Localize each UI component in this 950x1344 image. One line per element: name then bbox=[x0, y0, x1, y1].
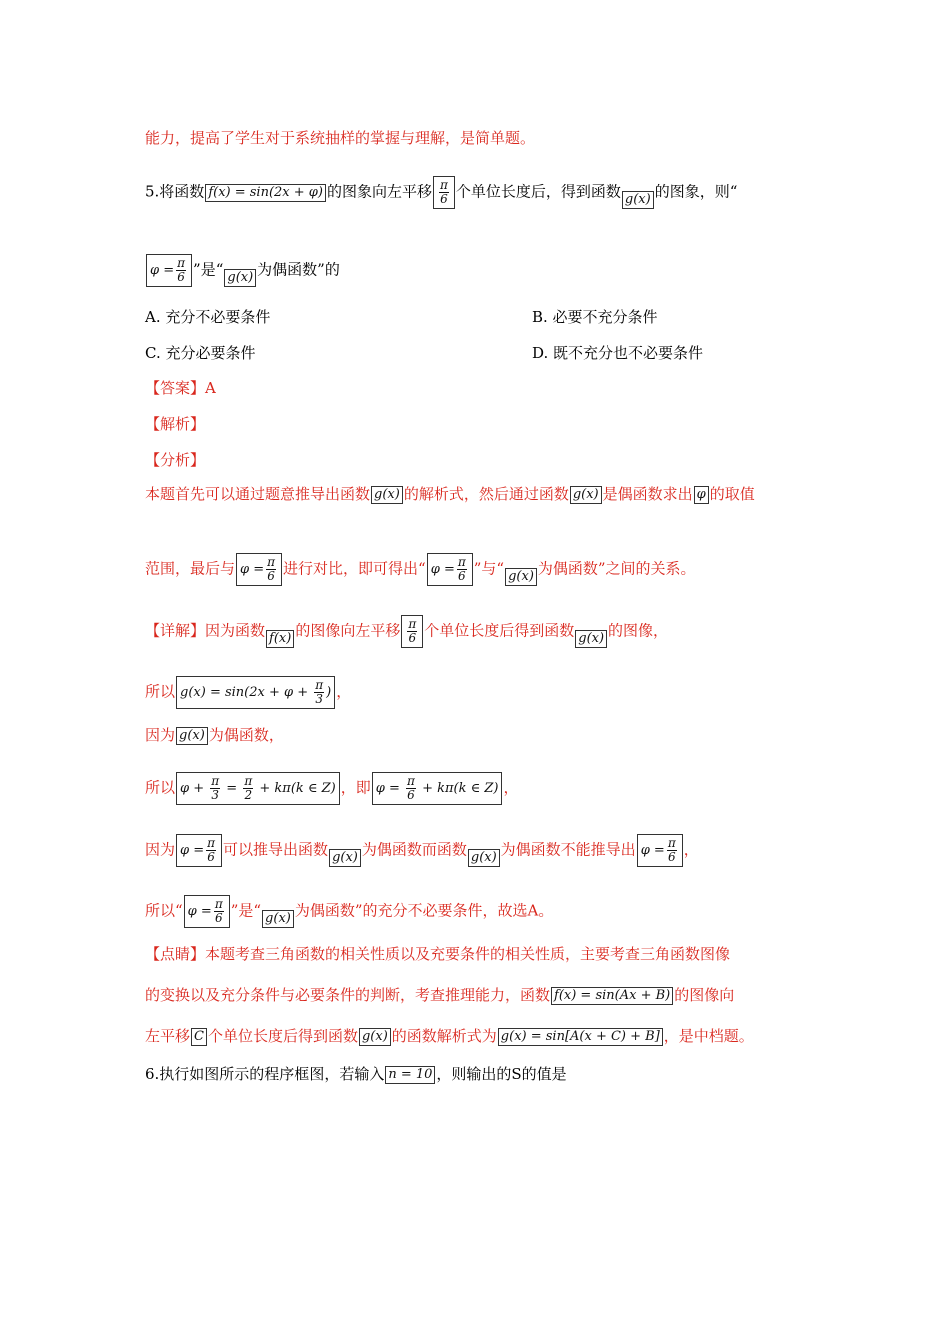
formula-g-general: g(x) = sin[A(x + C) + B] bbox=[498, 1028, 663, 1046]
formula-g: g(x) bbox=[359, 1028, 391, 1046]
formula-phi-eq-pi-6: φ = $\frac{\pi}{6}$ bbox=[184, 895, 230, 928]
formula-f-general: f(x) = sin(Ax + B) bbox=[551, 987, 673, 1005]
question-6-line: 6.执行如图所示的程序框图，若输入 n = 10 ，则输出的S的值是 bbox=[145, 1065, 567, 1083]
formula-phi-eq-pi-6: φ = $\frac{\pi}{6}$ bbox=[146, 254, 192, 287]
analysis-line-1: 本题首先可以通过题意推导出函数 g(x) 的解析式，然后通过函数 g(x) 是偶函数求出 φ 的取值 bbox=[145, 485, 755, 503]
formula-pi-over-6: $\frac{\pi}{6}$ bbox=[433, 176, 455, 209]
comment-line-3: 左平移 C 个单位长度后得到函数 g(x) 的函数解析式为 g(x) = sin[A(x + C) + B] ，是中档题。 bbox=[145, 1027, 754, 1045]
formula-phi: φ bbox=[694, 486, 709, 504]
option-d: D. 既不充分也不必要条件 bbox=[532, 344, 704, 362]
formula-g: g(x) bbox=[622, 191, 654, 209]
detail-line-6: 所以“ φ = $\frac{\pi}{6}$ ”是“ g(x) 为偶函数”的充分不必要条件，故选A。 bbox=[145, 895, 553, 928]
formula-g: g(x) bbox=[329, 849, 361, 867]
formula-phi-solution: φ = $\frac{\pi}{6}$ + kπ(k ∈ Z) bbox=[372, 772, 503, 805]
option-c: C. 充分必要条件 bbox=[145, 344, 256, 362]
answer-label: 【答案】A bbox=[145, 379, 216, 397]
jiexi-label: 【解析】 bbox=[145, 415, 206, 433]
analysis-line-2: 范围，最后与 φ = $\frac{\pi}{6}$ 进行对比，即可得出“ φ = $\frac{\pi}{6}$ ”与“ g(x) 为偶函数”之间的关系。 bbox=[145, 553, 696, 586]
formula-f: f(x) bbox=[266, 630, 294, 648]
question-5-line-1: 5.将函数 f(x) = sin(2x + φ) 的图象向左平移 $\frac{\pi}{6}$ 个单位长度后，得到函数 g(x) 的图象，则“ bbox=[145, 176, 737, 209]
continuation-line: 能力，提高了学生对于系统抽样的掌握与理解，是简单题。 bbox=[145, 129, 536, 147]
comment-line-1: 【点睛】本题考查三角函数的相关性质以及充要条件的相关性质，主要考查三角函数图像 bbox=[145, 945, 731, 963]
comment-line-2: 的变换以及充分条件与必要条件的判断，考查推理能力，函数 f(x) = sin(Ax + B) 的图像向 bbox=[145, 986, 735, 1004]
formula-g: g(x) bbox=[176, 727, 208, 745]
formula-g: g(x) bbox=[262, 910, 294, 928]
formula-pi-over-6: $\frac{\pi}{6}$ bbox=[401, 615, 423, 648]
detail-line-2: 所以 g(x) = sin(2x + φ + $\frac{\pi}{3}$ ) ， bbox=[145, 676, 351, 709]
formula-phi-condition: φ + $\frac{\pi}{3}$ = $\frac{\pi}{2}$ + kπ(k ∈ Z) bbox=[176, 772, 340, 805]
formula-phi-eq-pi-6: φ = $\frac{\pi}{6}$ bbox=[236, 553, 282, 586]
fenxi-label: 【分析】 bbox=[145, 451, 206, 469]
formula-g: g(x) bbox=[468, 849, 500, 867]
formula-n-eq-10: n = 10 bbox=[385, 1066, 435, 1084]
formula-phi-eq-pi-6: φ = $\frac{\pi}{6}$ bbox=[176, 834, 222, 867]
formula-g-expression: g(x) = sin(2x + φ + $\frac{\pi}{3}$ ) bbox=[176, 676, 335, 709]
option-a: A. 充分不必要条件 bbox=[145, 308, 271, 326]
detail-line-4: 所以 φ + $\frac{\pi}{3}$ = $\frac{\pi}{2}$ + kπ(k ∈ Z) ，即 φ = $\frac{\pi}{6}$ + kπ(k ∈ Z) ， bbox=[145, 772, 518, 805]
detail-line-3: 因为 g(x) 为偶函数， bbox=[145, 726, 284, 744]
detail-line-5: 因为 φ = $\frac{\pi}{6}$ 可以推导出函数 g(x) 为偶函数而函数 g(x) 为偶函数不能推导出 φ = $\frac{\pi}{6}$ ， bbox=[145, 834, 699, 867]
question-5-line-2: φ = $\frac{\pi}{6}$ ”是“ g(x) 为偶函数”的 bbox=[145, 254, 340, 287]
formula-phi-eq-pi-6: φ = $\frac{\pi}{6}$ bbox=[637, 834, 683, 867]
formula-g: g(x) bbox=[371, 486, 403, 504]
option-b: B. 必要不充分条件 bbox=[532, 308, 658, 326]
formula-g: g(x) bbox=[224, 269, 256, 287]
formula-g: g(x) bbox=[505, 568, 537, 586]
formula-phi-eq-pi-6: φ = $\frac{\pi}{6}$ bbox=[427, 553, 473, 586]
formula-c: C bbox=[191, 1028, 207, 1046]
formula-g: g(x) bbox=[575, 630, 607, 648]
detail-line-1: 【详解】因为函数 f(x) 的图像向左平移 $\frac{\pi}{6}$ 个单位长度后得到函数 g(x) 的图像， bbox=[145, 615, 668, 648]
formula-f: f(x) = sin(2x + φ) bbox=[205, 184, 326, 202]
formula-g: g(x) bbox=[570, 486, 602, 504]
